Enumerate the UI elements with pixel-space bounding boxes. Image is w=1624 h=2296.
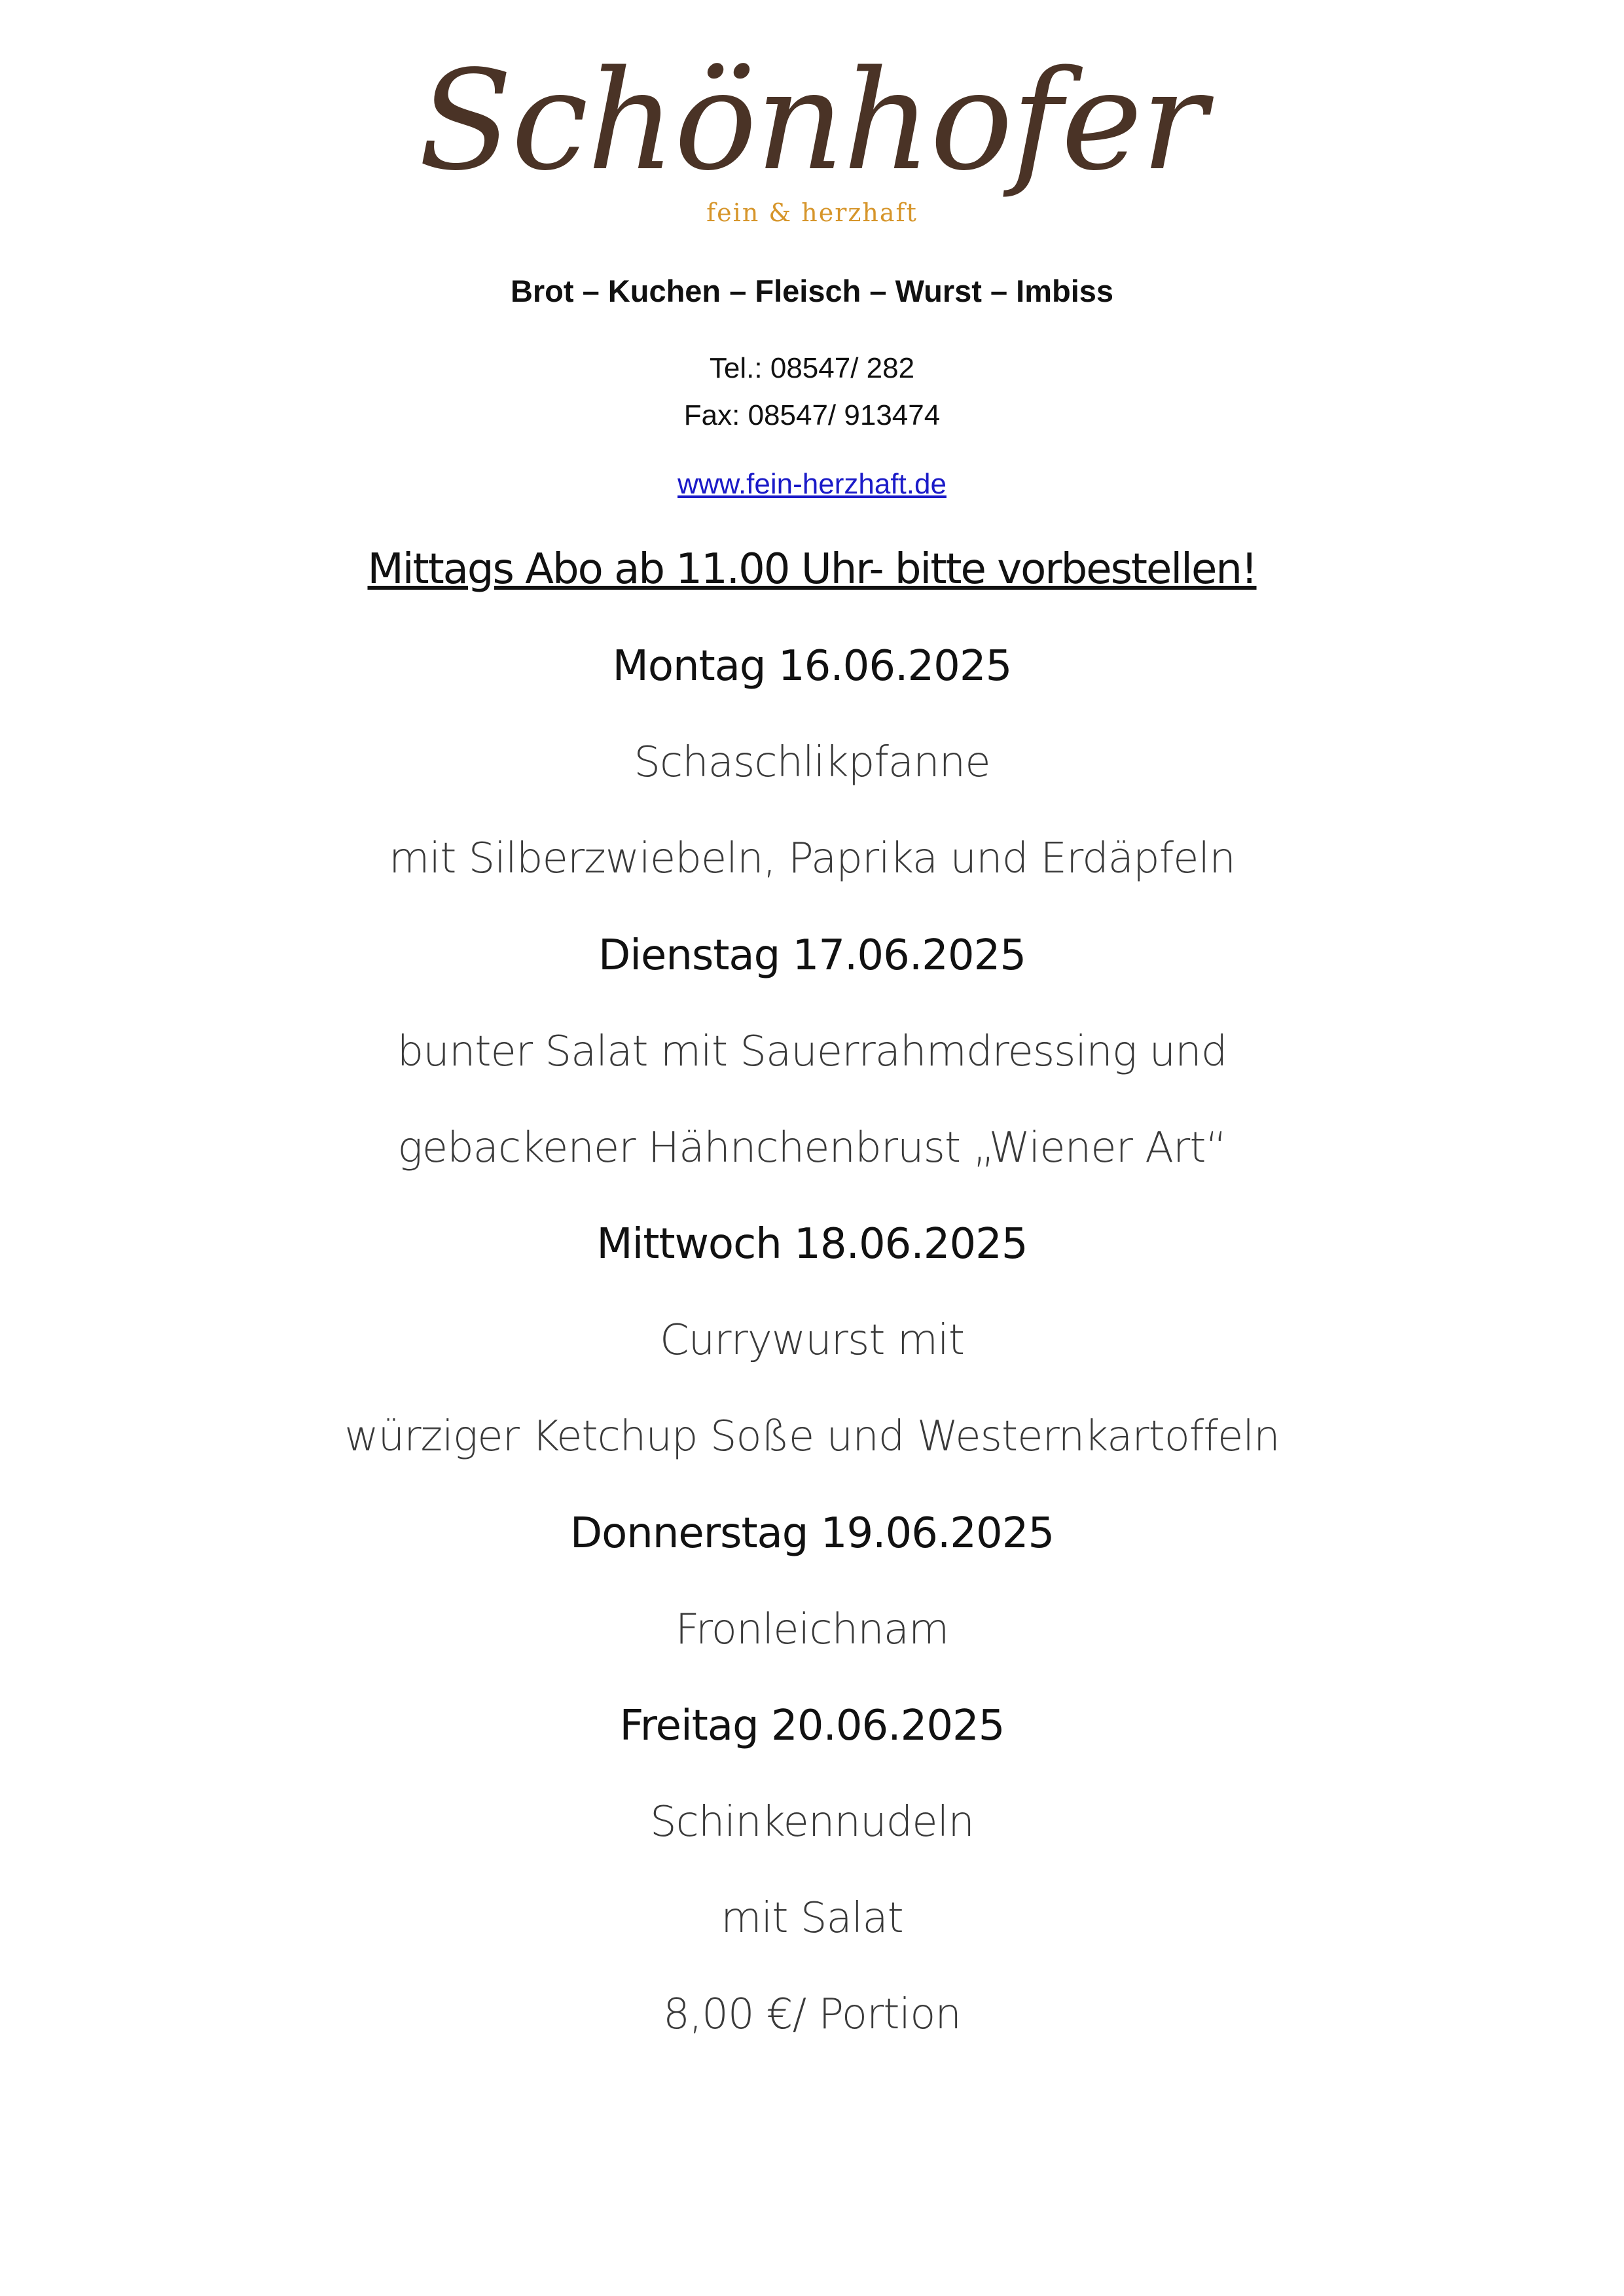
day-heading-monday: Montag 16.06.2025 bbox=[612, 642, 1012, 691]
product-categories: Brot – Kuchen – Fleisch – Wurst – Imbiss bbox=[510, 274, 1114, 308]
dish-line: gebackener Hähnchenbrust „Wiener Art“ bbox=[397, 1124, 1227, 1172]
website-link[interactable]: www.fein-herzhaft.de bbox=[677, 468, 947, 500]
day-heading-thursday: Donnerstag 19.06.2025 bbox=[569, 1509, 1055, 1558]
fax-number: Fax: 08547/ 913474 bbox=[683, 399, 941, 431]
dish-line: würziger Ketchup Soße und Westernkartoffeln bbox=[344, 1412, 1280, 1461]
dish-line: mit Silberzwiebeln, Paprika und Erdäpfeln bbox=[389, 834, 1235, 883]
dish-line: mit Salat bbox=[721, 1894, 903, 1943]
logo-tagline: fein & herzhaft bbox=[706, 198, 918, 227]
price-per-portion: 8,00 €/ Portion bbox=[663, 1990, 961, 2039]
logo-wordmark: Schönhofer bbox=[418, 41, 1206, 201]
menu-title: Mittags Abo ab 11.00 Uhr- bitte vorbestellen! bbox=[367, 545, 1257, 594]
brand-logo bbox=[0, 39, 1624, 229]
dish-line: Schinkennudeln bbox=[650, 1798, 974, 1846]
dish-line: bunter Salat mit Sauerrahmdressing und bbox=[397, 1028, 1227, 1076]
day-heading-wednesday: Mittwoch 18.06.2025 bbox=[596, 1220, 1028, 1268]
dish-line: Fronleichnam bbox=[675, 1605, 949, 1654]
day-heading-friday: Freitag 20.06.2025 bbox=[619, 1702, 1005, 1750]
website-line bbox=[0, 466, 1624, 503]
dish-line: Currywurst mit bbox=[660, 1316, 964, 1365]
phone-number: Tel.: 08547/ 282 bbox=[709, 352, 915, 384]
dish-line: Schaschlikpfanne bbox=[634, 738, 990, 787]
day-heading-tuesday: Dienstag 17.06.2025 bbox=[598, 931, 1026, 980]
